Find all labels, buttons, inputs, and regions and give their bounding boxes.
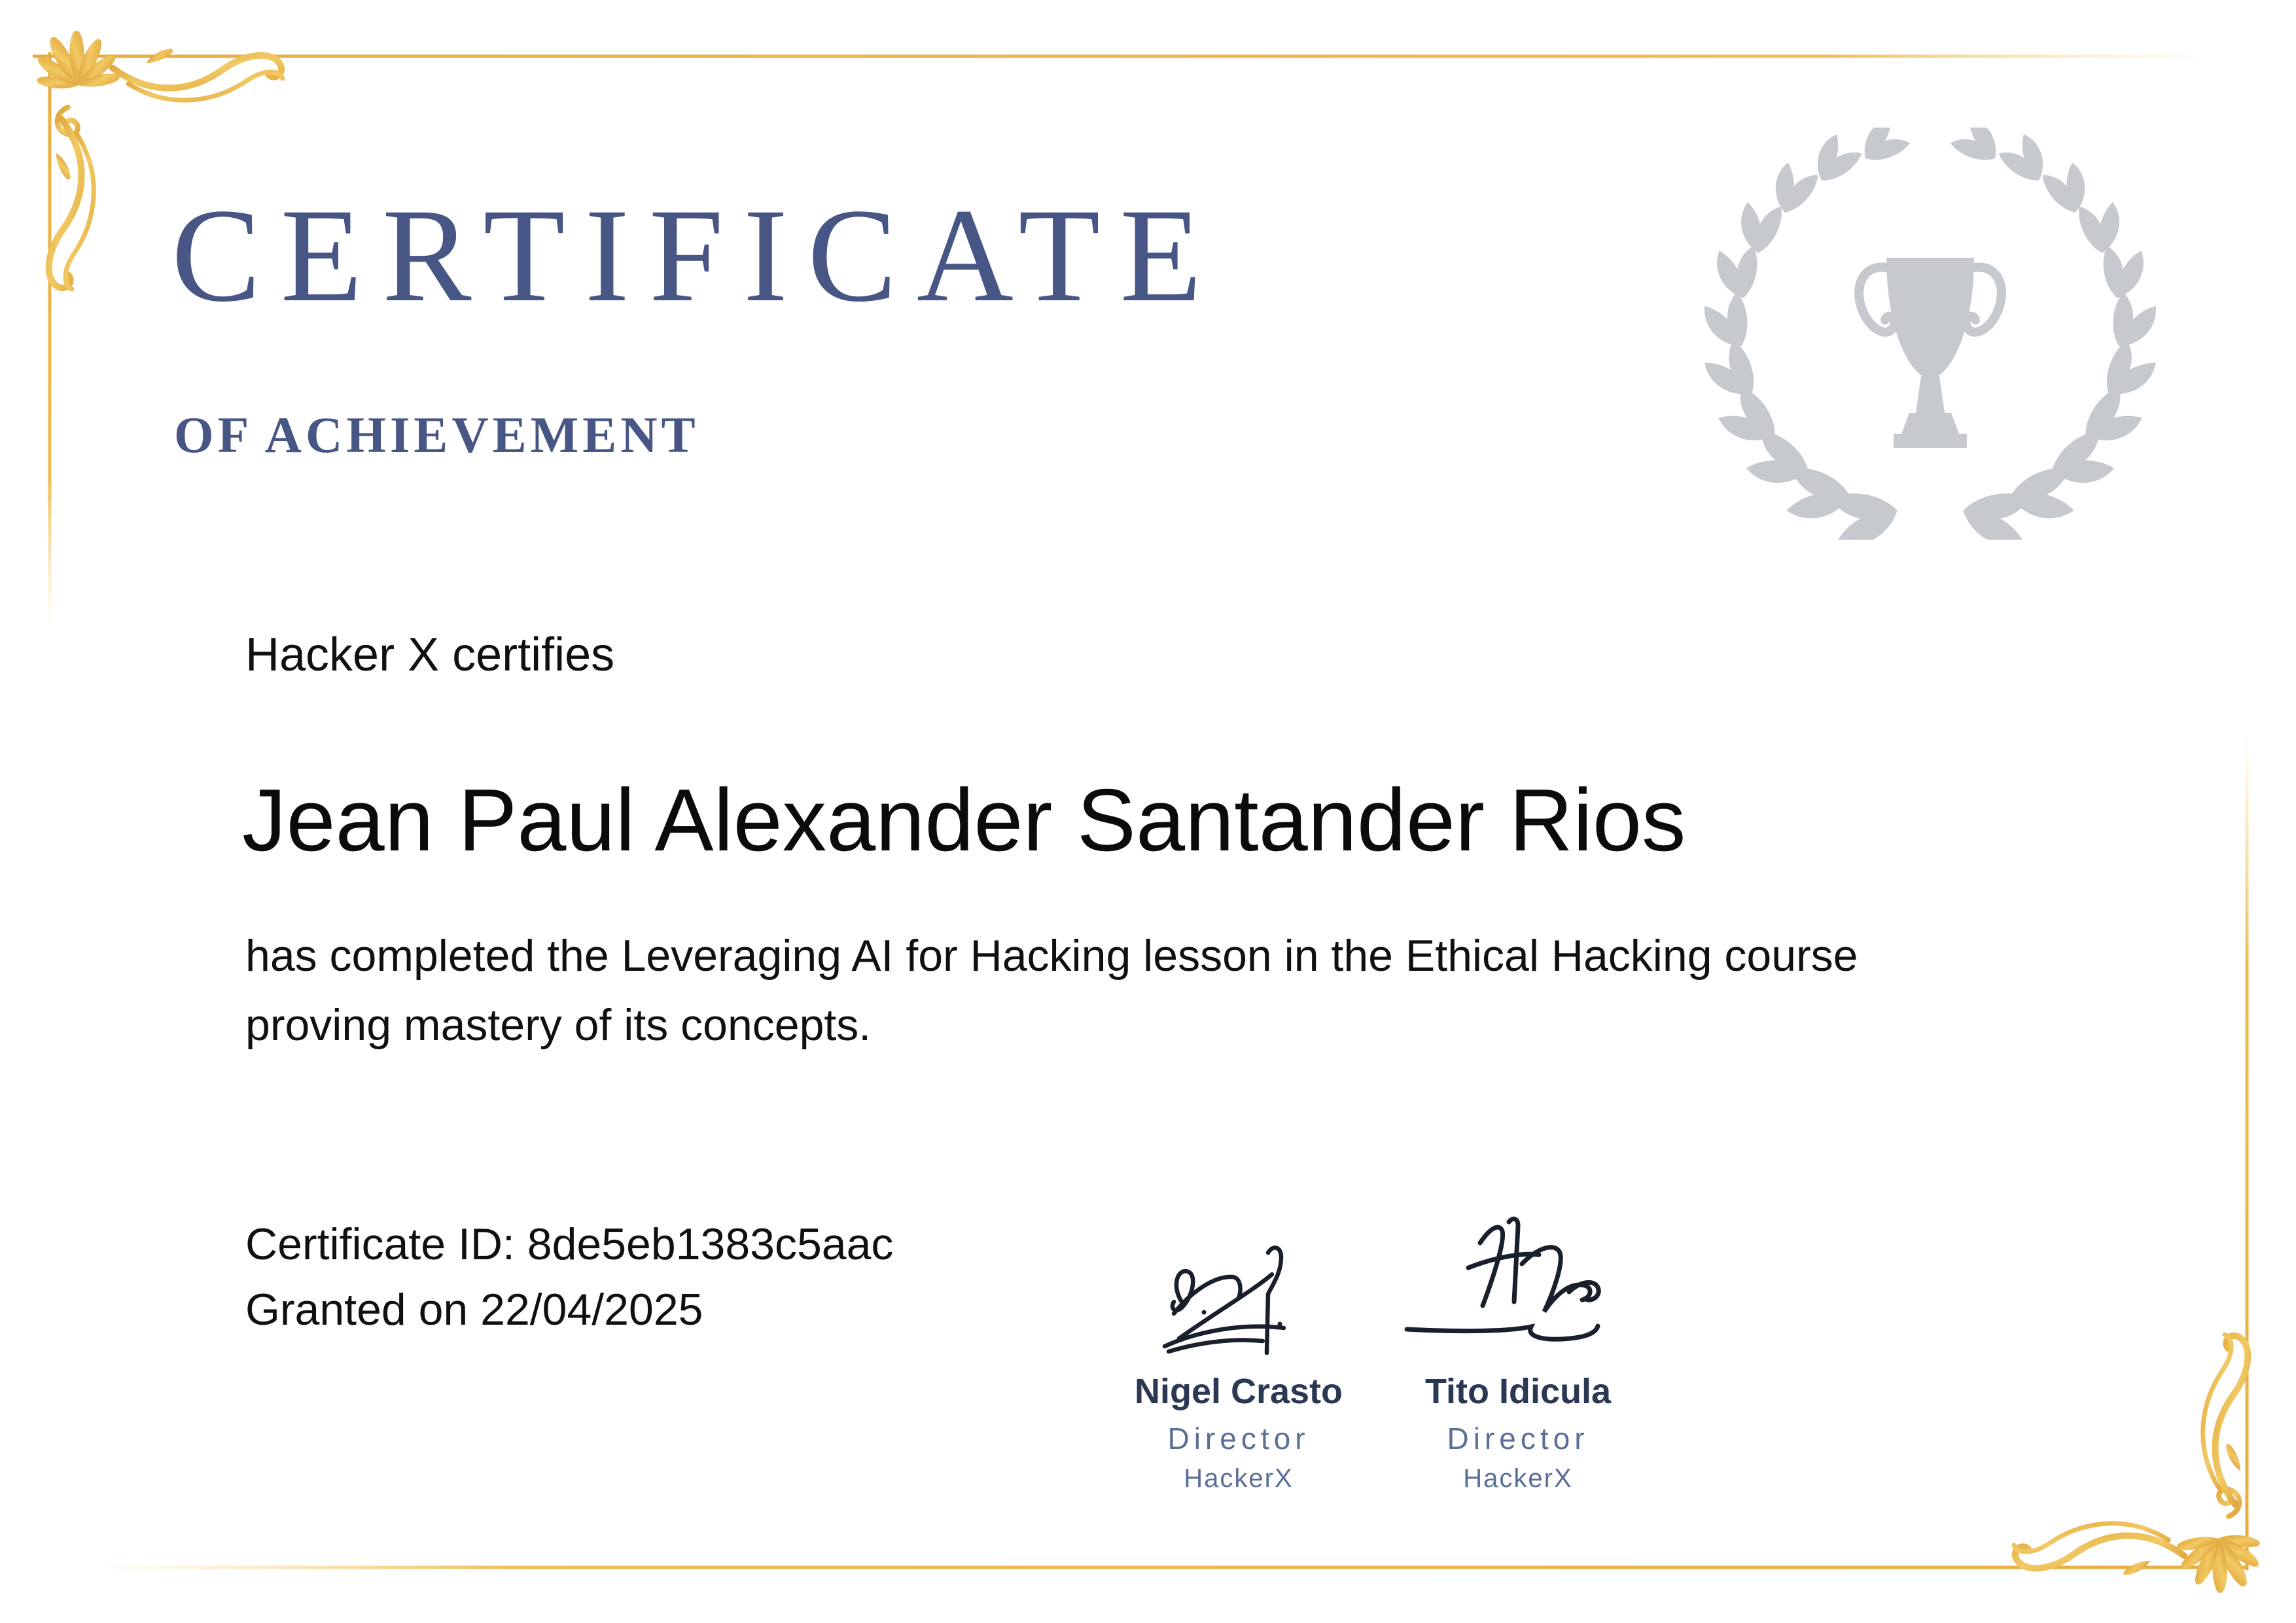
signer-organization: HackerX [1463,1464,1573,1493]
signer-block-tito-idicula [1400,1374,1636,1492]
certificate-subtitle: OF ACHIEVEMENT [174,406,699,463]
issuer-line: Hacker X certifies [245,629,615,681]
signer-name: Tito Idicula [1424,1372,1612,1411]
signer-block-nigel-crasto [1121,1374,1356,1492]
completion-statement-line1: has completed the Leveraging AI for Hacking lesson in the Ethical Hacking course [245,931,1858,981]
certificate-title: CERTIFICATE [171,181,1222,330]
signer-title: Director [1167,1422,1310,1456]
recipient-name: Jean Paul Alexander Santander Rios [242,771,1686,869]
completion-statement-line2: proving mastery of its concepts. [245,1000,872,1050]
certificate-meta [245,1212,893,1342]
completion-statement [245,921,1858,1060]
laurel-wreath-icon [1701,128,2159,540]
signer-organization: HackerX [1184,1464,1294,1493]
signature-nigel-crasto-icon [1158,1243,1296,1361]
certificate-id-line: Certificate ID: 8de5eb1383c5aac [245,1219,894,1269]
signer-name: Nigel Crasto [1134,1372,1343,1411]
signer-title: Director [1447,1422,1589,1456]
trophy-icon [1859,258,2002,448]
signature-tito-idicula-icon [1400,1213,1616,1344]
granted-date-line: Granted on 22/04/2025 [245,1285,703,1335]
